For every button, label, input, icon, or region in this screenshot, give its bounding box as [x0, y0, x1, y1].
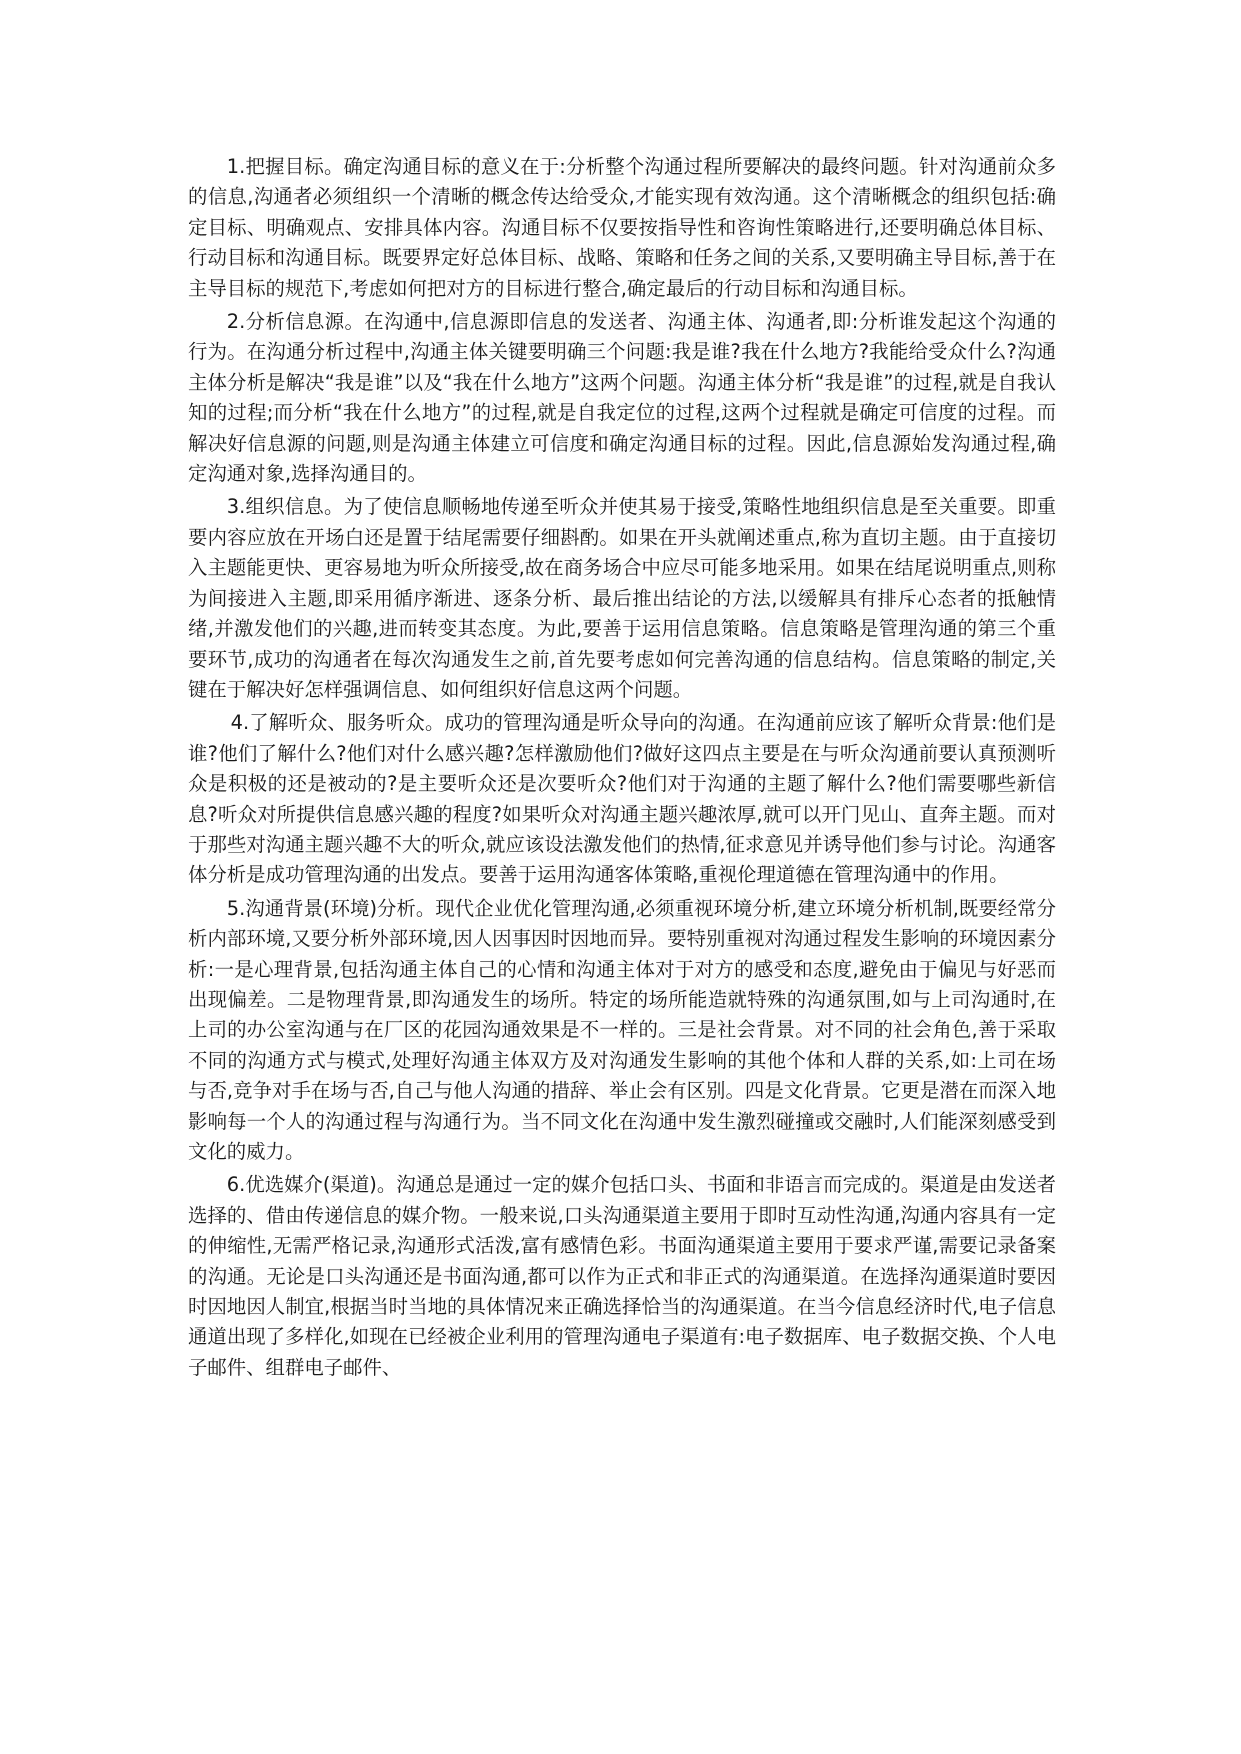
- paragraph-organize: 3.组织信息。为了使信息顺畅地传递至听众并使其易于接受,策略性地组织信息是至关重要。即重要内容应放在开场白还是置于结尾需要仔细斟酌。如果在开头就阐述重点,称为直切主题。由于直接切入主题能更快、更容易地为听众所接受,故在商务场合中应尽可能多地采用。如果在结尾说明重点,则称为间接进入主题,即采用循序渐进、逐条分析、最后推出结论的方法,以缓解具有排斥心态者的抵触情绪,并激发他们的兴趣,进而转变其态度。为此,要善于运用信息策略。信息策略是管理沟通的第三个重要环节,成功的沟通者在每次沟通发生之前,首先要考虑如何完善沟通的信息结构。信息策略的制定,关键在于解决好怎样强调信息、如何组织好信息这两个问题。: [188, 495, 1056, 701]
- paragraph-background: 5.沟通背景(环境)分析。现代企业优化管理沟通,必须重视环境分析,建立环境分析机制,既要经常分析内部环境,又要分析外部环境,因人因事因时因地而异。要特别重视对沟通过程发生影响的环境因素分析:一是心理背景,包括沟通主体自己的心情和沟通主体对于对方的感受和态度,避免由于偏见与好恶而出现偏差。二是物理背景,即沟通发生的场所。特定的场所能造就特殊的沟通氛围,如与上司沟通时,在上司的办公室沟通与在厂区的花园沟通效果是不一样的。三是社会背景。对不同的社会角色,善于采取不同的沟通方式与模式,处理好沟通主体双方及对沟通发生影响的其他个体和人群的关系,如:上司在场与否,竞争对手在场与否,自己与他人沟通的措辞、举止会有区别。四是文化背景。它更是潜在而深入地影响每一个人的沟通过程与沟通行为。当不同文化在沟通中发生激烈碰撞或交融时,人们能深刻感受到文化的威力。: [188, 896, 1056, 1163]
- paragraph-audience: 4.了解听众、服务听众。成功的管理沟通是听众导向的沟通。在沟通前应该了解听众背景:他们是谁?他们了解什么?他们对什么感兴趣?怎样激励他们?做好这四点主要是在与听众沟通前要认真预测听众是积极的还是被动的?是主要听众还是次要听众?他们对于沟通的主题了解什么?他们需要哪些新信息?听众对所提供信息感兴趣的程度?如果听众对沟通主题兴趣浓厚,就可以开门见山、直奔主题。而对于那些对沟通主题兴趣不大的听众,就应该设法激发他们的热情,征求意见并诱导他们参与讨论。沟通客体分析是成功管理沟通的出发点。要善于运用沟通客体策略,重视伦理道德在管理沟通中的作用。: [188, 711, 1056, 887]
- document-body: [188, 152, 1056, 1386]
- paragraph-goal: 1.把握目标。确定沟通目标的意义在于:分析整个沟通过程所要解决的最终问题。针对沟通前众多的信息,沟通者必须组织一个清晰的概念传达给受众,才能实现有效沟通。这个清晰概念的组织包括:确定目标、明确观点、安排具体内容。沟通目标不仅要按指导性和咨询性策略进行,还要明确总体目标、行动目标和沟通目标。既要界定好总体目标、战略、策略和任务之间的关系,又要明确主导目标,善于在主导目标的规范下,考虑如何把对方的目标进行整合,确定最后的行动目标和沟通目标。: [188, 155, 1056, 300]
- paragraph-channel: 6.优选媒介(渠道)。沟通总是通过一定的媒介包括口头、书面和非语言而完成的。渠道是由发送者选择的、借由传递信息的媒介物。一般来说,口头沟通渠道主要用于即时互动性沟通,沟通内容具有一定的伸缩性,无需严格记录,沟通形式活泼,富有感情色彩。书面沟通渠道主要用于要求严谨,需要记录备案的沟通。无论是口头沟通还是书面沟通,都可以作为正式和非正式的沟通渠道。在选择沟通渠道时要因时因地因人制宜,根据当时当地的具体情况来正确选择恰当的沟通渠道。在当今信息经济时代,电子信息通道出现了多样化,如现在已经被企业利用的管理沟通电子渠道有:电子数据库、电子数据交换、个人电子邮件、组群电子邮件、: [188, 1173, 1056, 1379]
- paragraph-source: 2.分析信息源。在沟通中,信息源即信息的发送者、沟通主体、沟通者,即:分析谁发起这个沟通的行为。在沟通分析过程中,沟通主体关键要明确三个问题:我是谁?我在什么地方?我能给受众什么?沟通主体分析是解决“我是谁”以及“我在什么地方”这两个问题。沟通主体分析“我是谁”的过程,就是自我认知的过程;而分析“我在什么地方”的过程,就是自我定位的过程,这两个过程就是确定可信度的过程。而解决好信息源的问题,则是沟通主体建立可信度和确定沟通目标的过程。因此,信息源始发沟通过程,确定沟通对象,选择沟通目的。: [188, 310, 1056, 486]
